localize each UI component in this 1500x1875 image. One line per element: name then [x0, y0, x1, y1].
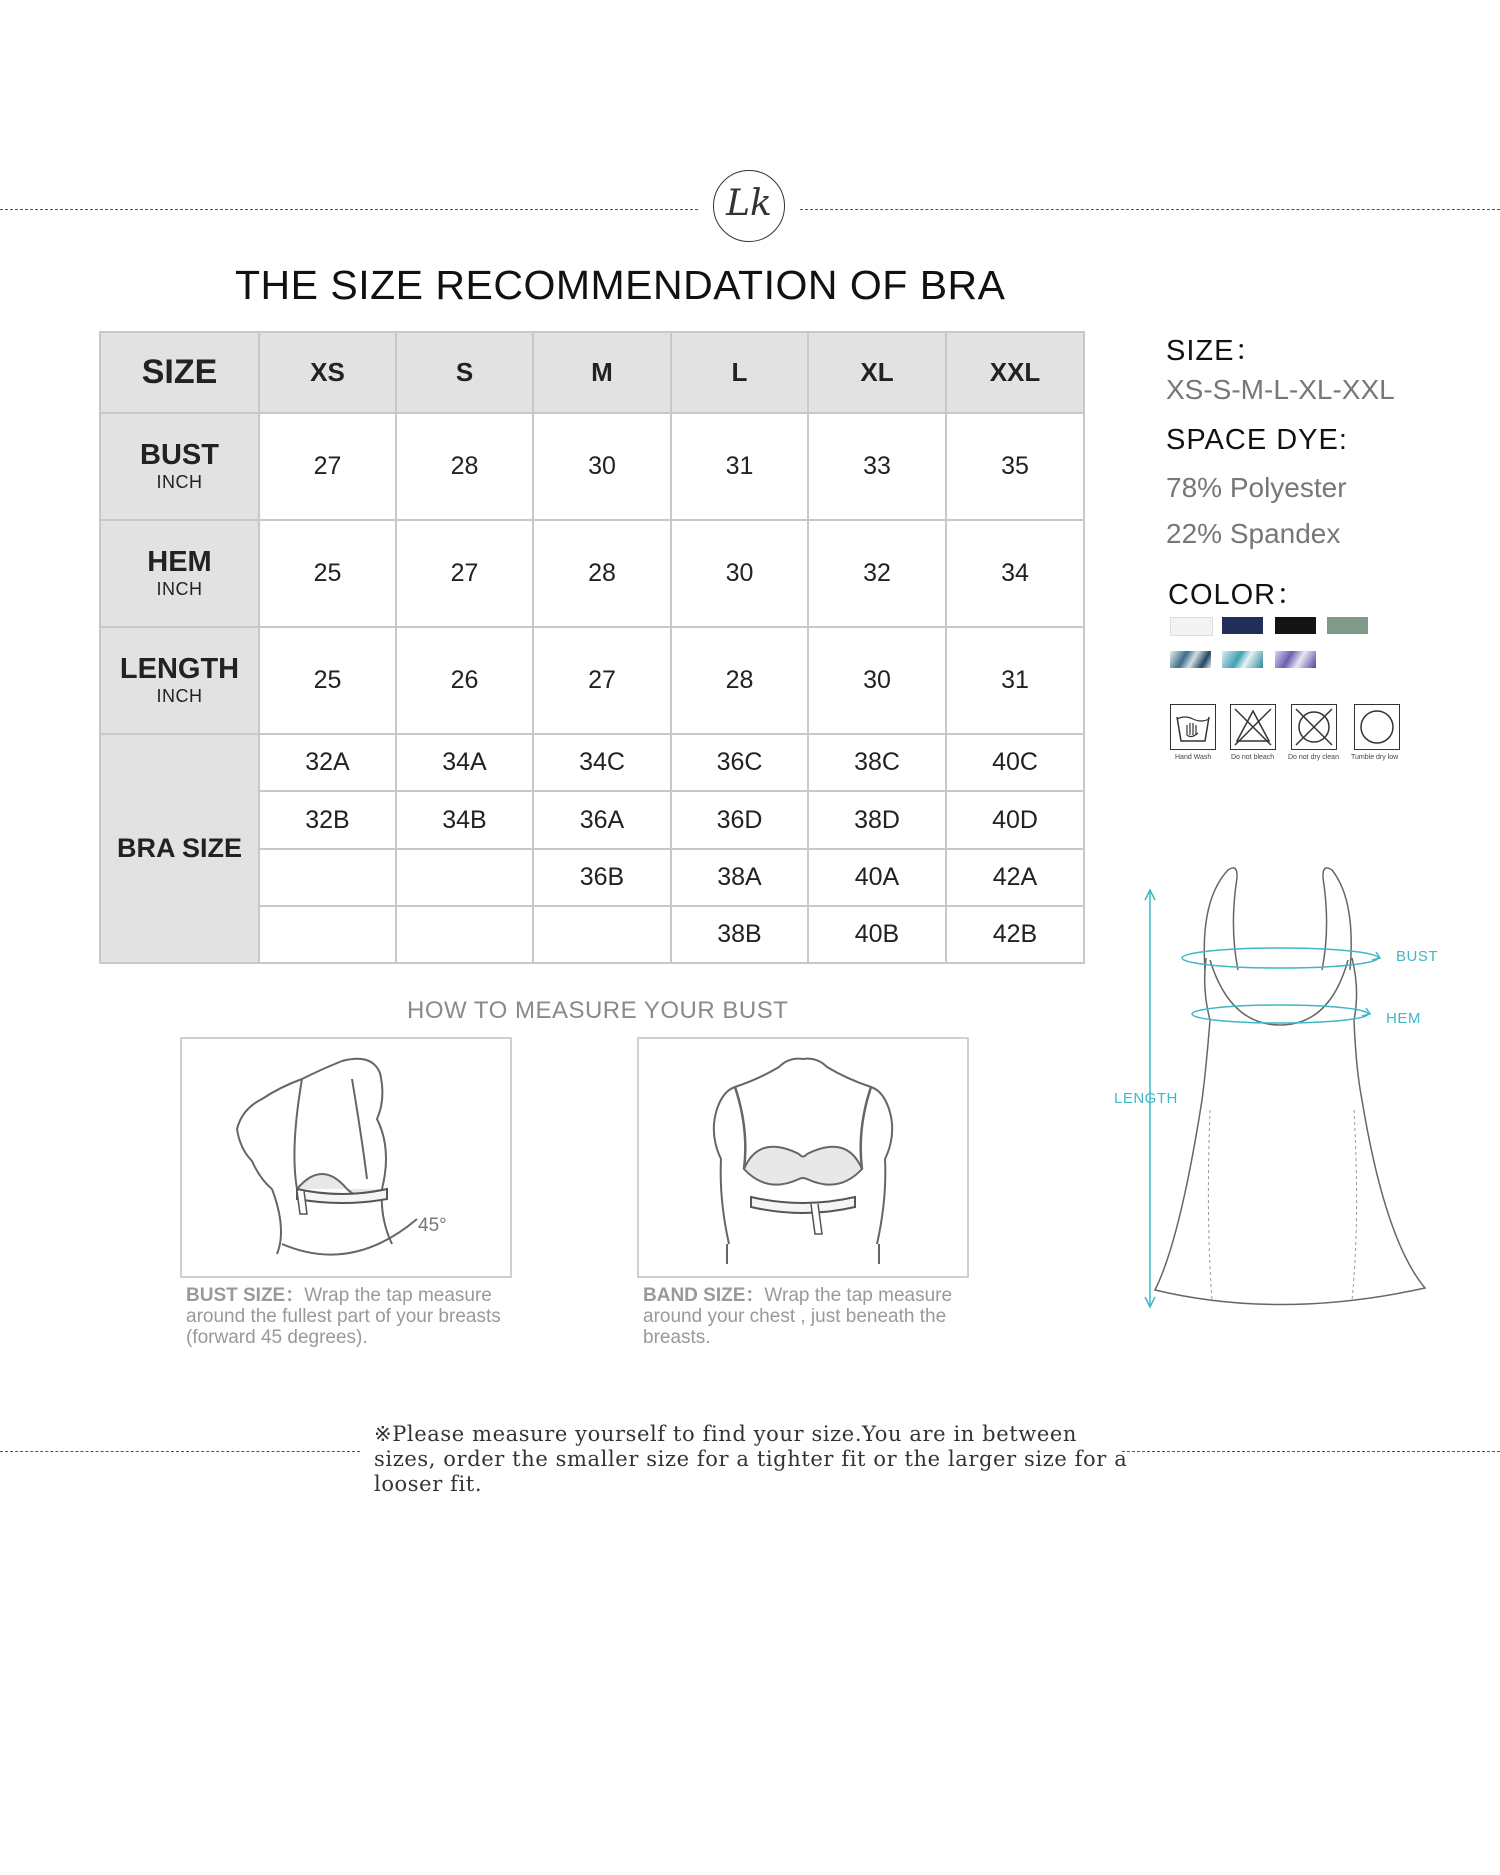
care-label: Do not dry clean: [1288, 754, 1339, 761]
table-cell: 40B: [808, 906, 946, 963]
table-cell: 38D: [808, 791, 946, 849]
color-swatch-black[interactable]: [1275, 617, 1316, 634]
table-cell: 40C: [946, 734, 1084, 791]
table-cell: 36D: [671, 791, 808, 849]
table-cell: 30: [808, 627, 946, 734]
table-cell: 27: [533, 627, 671, 734]
bust-label: BUST: [140, 439, 219, 472]
table-cell: 32: [808, 520, 946, 627]
table-row-length: [100, 627, 1084, 734]
dress-diagram: [1110, 840, 1450, 1320]
sizing-note: ※Please measure yourself to find your size.You are in between sizes, order the smaller size for a tighter fit or the larger size for a looser fit.: [374, 1422, 1128, 1496]
dress-hem-label: HEM: [1386, 1010, 1421, 1027]
table-cell: 33: [808, 413, 946, 520]
bust-size-caption-text: Wrap the tap measure around the fullest part of your breasts (forward 45 degrees).: [186, 1285, 501, 1348]
table-cell: 30: [533, 413, 671, 520]
composition-polyester: 78% Polyester: [1166, 472, 1347, 503]
brand-logo: [713, 170, 785, 242]
table-cell: 40D: [946, 791, 1084, 849]
table-cell: 30: [671, 520, 808, 627]
size-corner-header: SIZE: [100, 332, 259, 413]
bottom-divider-right: [1122, 1451, 1500, 1452]
table-cell: 27: [396, 520, 533, 627]
band-size-caption-label: BAND SIZE：: [643, 1285, 765, 1306]
table-cell: 42A: [946, 849, 1084, 906]
table-cell: 28: [671, 627, 808, 734]
table-cell: 31: [671, 413, 808, 520]
table-cell: 38B: [671, 906, 808, 963]
top-divider-right: [800, 209, 1500, 210]
band-size-caption: [643, 1285, 975, 1348]
composition-spandex: 22% Spandex: [1166, 518, 1341, 549]
hem-label: HEM: [147, 546, 212, 579]
table-cell: 32A: [259, 734, 396, 791]
size-range: XS-S-M-L-XL-XXL: [1166, 374, 1395, 405]
page-title: THE SIZE RECOMMENDATION OF BRA: [235, 262, 1006, 308]
table-header-row: [100, 332, 1084, 413]
care-label: Hand Wash: [1175, 754, 1212, 761]
do-not-dry-clean-icon: [1291, 704, 1337, 750]
measure-heading: HOW TO MEASURE YOUR BUST: [407, 997, 789, 1024]
unit-label: INCH: [156, 578, 203, 599]
length-label: LENGTH: [119, 653, 240, 686]
table-cell: 36A: [533, 791, 671, 849]
bust-size-caption: [186, 1285, 506, 1348]
brand-logo-mark: Lk: [726, 183, 772, 224]
table-row-bra-1: [100, 734, 1084, 791]
size-header: M: [533, 332, 671, 413]
table-cell: [259, 906, 396, 963]
table-cell: [396, 849, 533, 906]
space-dye-heading: SPACE DYE:: [1166, 424, 1348, 456]
table-cell: 28: [396, 413, 533, 520]
bust-measure-illustration: [180, 1037, 512, 1278]
table-cell: 25: [259, 627, 396, 734]
color-swatch-purple-dye[interactable]: [1275, 651, 1316, 668]
bra-size-label: BRA SIZE: [116, 832, 242, 863]
band-size-caption-text: Wrap the tap measure around your chest , just beneath the breasts.: [643, 1285, 953, 1348]
table-cell: 36C: [671, 734, 808, 791]
table-cell: 26: [396, 627, 533, 734]
table-cell: 35: [946, 413, 1084, 520]
unit-label: INCH: [156, 471, 203, 492]
color-swatch-white[interactable]: [1170, 617, 1213, 636]
care-label: Tumble dry low: [1351, 754, 1399, 761]
size-heading: SIZE：: [1166, 335, 1265, 367]
table-cell: 28: [533, 520, 671, 627]
color-swatch-navy[interactable]: [1222, 617, 1263, 634]
size-header: L: [671, 332, 808, 413]
tumble-dry-low-icon: [1354, 704, 1400, 750]
table-row-hem: [100, 520, 1084, 627]
size-header: XXL: [946, 332, 1084, 413]
dress-length-label: LENGTH: [1114, 1090, 1178, 1107]
color-swatch-teal-dye[interactable]: [1222, 651, 1263, 668]
care-label: Do not bleach: [1231, 754, 1275, 761]
table-cell: 25: [259, 520, 396, 627]
row-label-length: [100, 627, 259, 734]
table-cell: 42B: [946, 906, 1084, 963]
unit-label: INCH: [156, 685, 203, 706]
table-cell: 34B: [396, 791, 533, 849]
color-heading: COLOR：: [1168, 579, 1307, 611]
hand-wash-icon: [1170, 704, 1216, 750]
table-cell: 27: [259, 413, 396, 520]
bottom-divider-left: [0, 1451, 360, 1452]
table-cell: [533, 906, 671, 963]
size-header: XS: [259, 332, 396, 413]
size-header: XL: [808, 332, 946, 413]
angle-label: 45°: [418, 1215, 447, 1236]
table-cell: 40A: [808, 849, 946, 906]
bust-size-caption-label: BUST SIZE：: [186, 1285, 305, 1306]
row-label-hem: [100, 520, 259, 627]
size-header: S: [396, 332, 533, 413]
table-cell: [259, 849, 396, 906]
row-label-bust: [100, 413, 259, 520]
top-divider-left: [0, 209, 698, 210]
table-cell: 34: [946, 520, 1084, 627]
table-cell: 31: [946, 627, 1084, 734]
table-cell: 38C: [808, 734, 946, 791]
size-table: [99, 331, 1085, 964]
row-label-bra-size: [100, 734, 259, 963]
dress-bust-label: BUST: [1396, 948, 1439, 965]
do-not-bleach-icon: [1230, 704, 1276, 750]
color-swatch-navy-dye[interactable]: [1170, 651, 1211, 668]
table-cell: [396, 906, 533, 963]
table-cell: 38A: [671, 849, 808, 906]
table-cell: 34C: [533, 734, 671, 791]
table-row-bust: [100, 413, 1084, 520]
table-cell: 32B: [259, 791, 396, 849]
color-swatch-sage[interactable]: [1327, 617, 1368, 634]
table-cell: 36B: [533, 849, 671, 906]
table-cell: 34A: [396, 734, 533, 791]
band-measure-illustration: [637, 1037, 969, 1278]
